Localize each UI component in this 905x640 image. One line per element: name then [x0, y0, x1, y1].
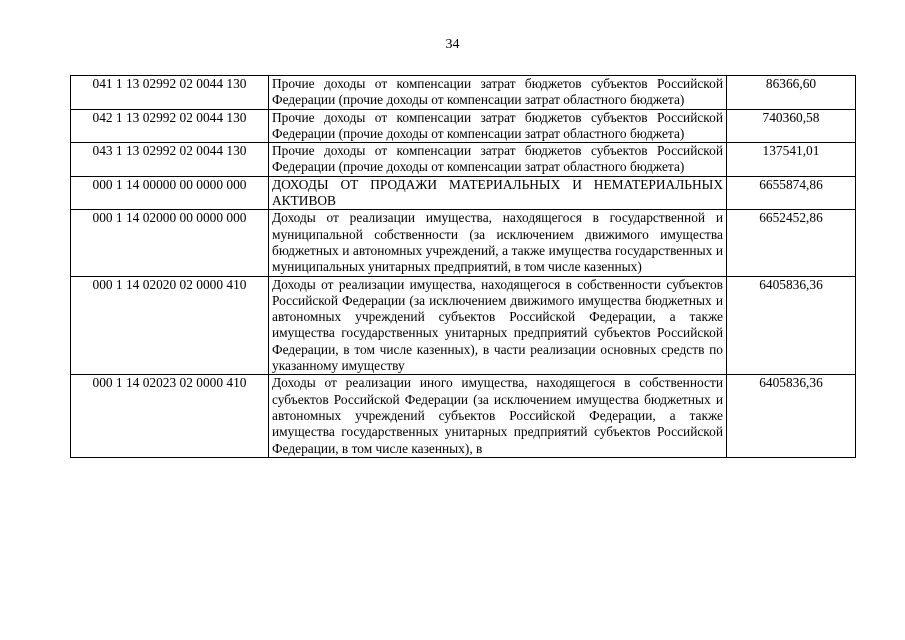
- table-row: [71, 143, 856, 177]
- budget-code-cell: 043 1 13 02992 02 0044 130: [71, 143, 269, 177]
- description-cell: Доходы от реализации иного имущества, находящегося в собственности субъектов Российской Федерации (за исключением имущества бюджетных и автономных учреждений субъектов Российской Федерации, а также имущества государственных унитарных предприятий субъектов Российской Федерации, в том числе казенных), в: [269, 375, 727, 457]
- description-cell: Доходы от реализации имущества, находящегося в собственности субъектов Российской Федерации (за исключением движимого имущества бюджетных и автономных учреждений субъектов Российской Федерации, а также имущества государственных унитарных предприятий субъектов Российской Федерации, в том числе казенных), в части реализации основных средств по указанному имуществу: [269, 276, 727, 375]
- description-cell: Доходы от реализации имущества, находящегося в государственной и муниципальной собственности (за исключением движимого имущества бюджетных и автономных учреждений, а также имущества государственных и муниципальных унитарных предприятий, в том числе казенных): [269, 210, 727, 276]
- budget-code-cell: 000 1 14 02023 02 0000 410: [71, 375, 269, 457]
- budget-code-cell: 000 1 14 00000 00 0000 000: [71, 176, 269, 210]
- revenue-table: [70, 75, 856, 458]
- description-cell: ДОХОДЫ ОТ ПРОДАЖИ МАТЕРИАЛЬНЫХ И НЕМАТЕРИАЛЬНЫХ АКТИВОВ: [269, 176, 727, 210]
- table-row: [71, 276, 856, 375]
- budget-code-cell: 041 1 13 02992 02 0044 130: [71, 76, 269, 110]
- amount-cell: 740360,58: [727, 109, 856, 143]
- table-row: [71, 176, 856, 210]
- budget-code-cell: 000 1 14 02000 00 0000 000: [71, 210, 269, 276]
- description-cell: Прочие доходы от компенсации затрат бюджетов субъектов Российской Федерации (прочие доходы от компенсации затрат областного бюджета): [269, 76, 727, 110]
- table-row: [71, 76, 856, 110]
- amount-cell: 6405836,36: [727, 375, 856, 457]
- amount-cell: 86366,60: [727, 76, 856, 110]
- amount-cell: 137541,01: [727, 143, 856, 177]
- table-row: [71, 109, 856, 143]
- description-cell: Прочие доходы от компенсации затрат бюджетов субъектов Российской Федерации (прочие доходы от компенсации затрат областного бюджета): [269, 143, 727, 177]
- page-number: 34: [445, 37, 460, 52]
- description-cell: Прочие доходы от компенсации затрат бюджетов субъектов Российской Федерации (прочие доходы от компенсации затрат областного бюджета): [269, 109, 727, 143]
- amount-cell: 6655874,86: [727, 176, 856, 210]
- budget-code-cell: 000 1 14 02020 02 0000 410: [71, 276, 269, 375]
- amount-cell: 6405836,36: [727, 276, 856, 375]
- table-row: [71, 375, 856, 457]
- table-row: [71, 210, 856, 276]
- amount-cell: 6652452,86: [727, 210, 856, 276]
- budget-code-cell: 042 1 13 02992 02 0044 130: [71, 109, 269, 143]
